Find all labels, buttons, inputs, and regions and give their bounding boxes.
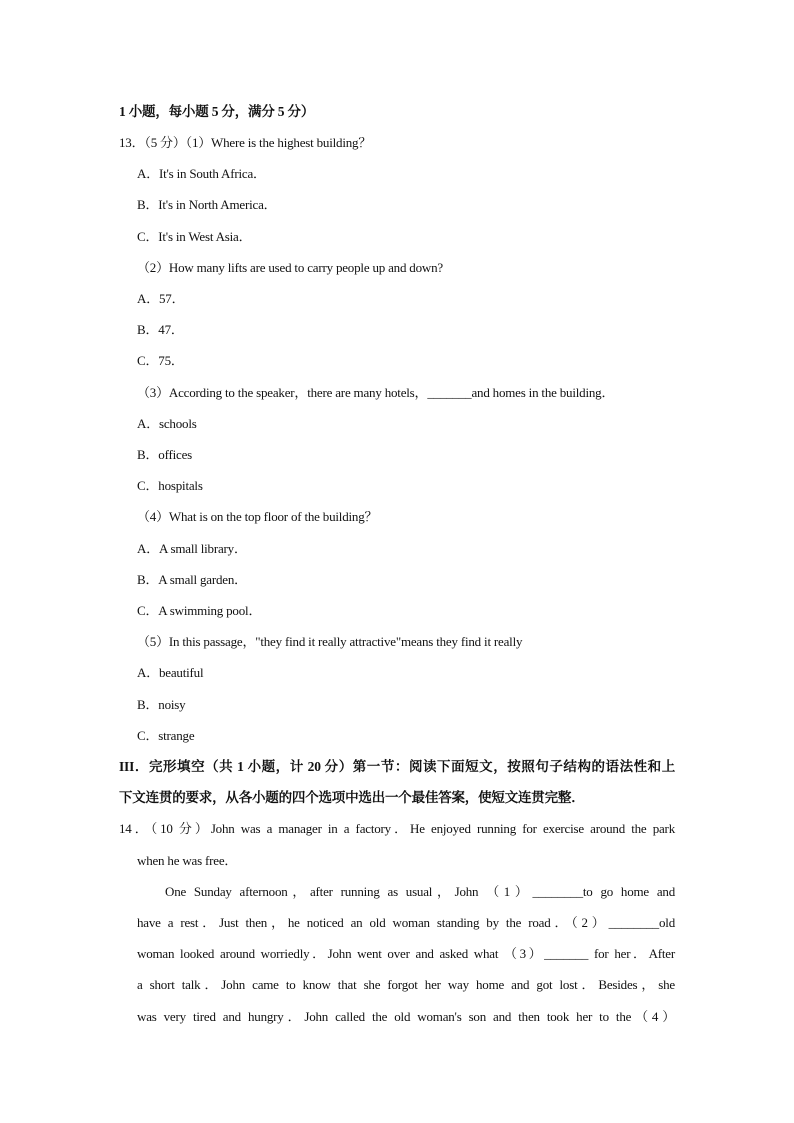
q13-2-option-c: C．75． — [137, 353, 184, 368]
question-13-stem: 13．（5 分）（1）Where is the highest building？ — [119, 135, 372, 150]
q13-3-option-a: A．schools — [137, 416, 197, 431]
q13-5-option-c: C．strange — [137, 728, 195, 743]
q13-1-option-b: B．It's in North America． — [137, 197, 277, 212]
section-3-heading-line-2: 下文连贯的要求，从各小题的四个选项中选出一个最佳答案，使短文连贯完整． — [119, 790, 585, 805]
q13-2-option-a: A．57． — [137, 291, 185, 306]
q13-2-stem: （2）How many lifts are used to carry people up and down? — [137, 260, 443, 275]
passage-line-2: have a rest．Just then，he noticed an old woman standing by the road．（2）________old — [137, 915, 675, 930]
question-14-line-1: 14．（10 分）John was a manager in a factory．He enjoyed running for exercise around the park — [119, 821, 675, 836]
passage-line-1: One Sunday afternoon，after running as usual，John （1）________to go home and — [165, 884, 675, 899]
q13-3-option-c: C．hospitals — [137, 478, 203, 493]
q13-1-option-c: C．It's in West Asia． — [137, 229, 252, 244]
passage-line-4: a short talk．John came to know that she forgot her way home and got lost．Besides，she — [137, 977, 675, 992]
q13-4-stem: （4）What is on the top floor of the building？ — [137, 509, 378, 524]
q13-1-option-a: A．It's in South Africa． — [137, 166, 266, 181]
q13-2-option-b: B．47． — [137, 322, 184, 337]
q13-4-option-a: A．A small library． — [137, 541, 247, 556]
q13-4-option-c: C．A swimming pool． — [137, 603, 262, 618]
q13-5-stem: （5）In this passage，"they find it really attractive"means they find it really — [137, 634, 523, 649]
q13-5-option-b: B．noisy — [137, 697, 186, 712]
section-3-heading-line-1: III．完形填空（共 1 小题，计 20 分）第一节：阅读下面短文，按照句子结构的语法性和上 — [119, 759, 675, 774]
q13-3-option-b: B．offices — [137, 447, 193, 462]
q13-3-stem: （3）According to the speaker，there are many hotels，_______and homes in the building． — [137, 385, 615, 400]
passage-line-3: woman looked around worriedly．John went over and asked what （3）_______ for her．After — [137, 946, 675, 961]
section-header-tail: 1 小题，每小题 5 分，满分 5 分） — [119, 104, 315, 119]
q13-4-option-b: B．A small garden． — [137, 572, 247, 587]
q13-5-option-a: A．beautiful — [137, 665, 204, 680]
passage-line-5: was very tired and hungry．John called the old woman's son and then took her to the（4） — [137, 1009, 675, 1024]
question-14-line-2: when he was free． — [137, 853, 238, 868]
